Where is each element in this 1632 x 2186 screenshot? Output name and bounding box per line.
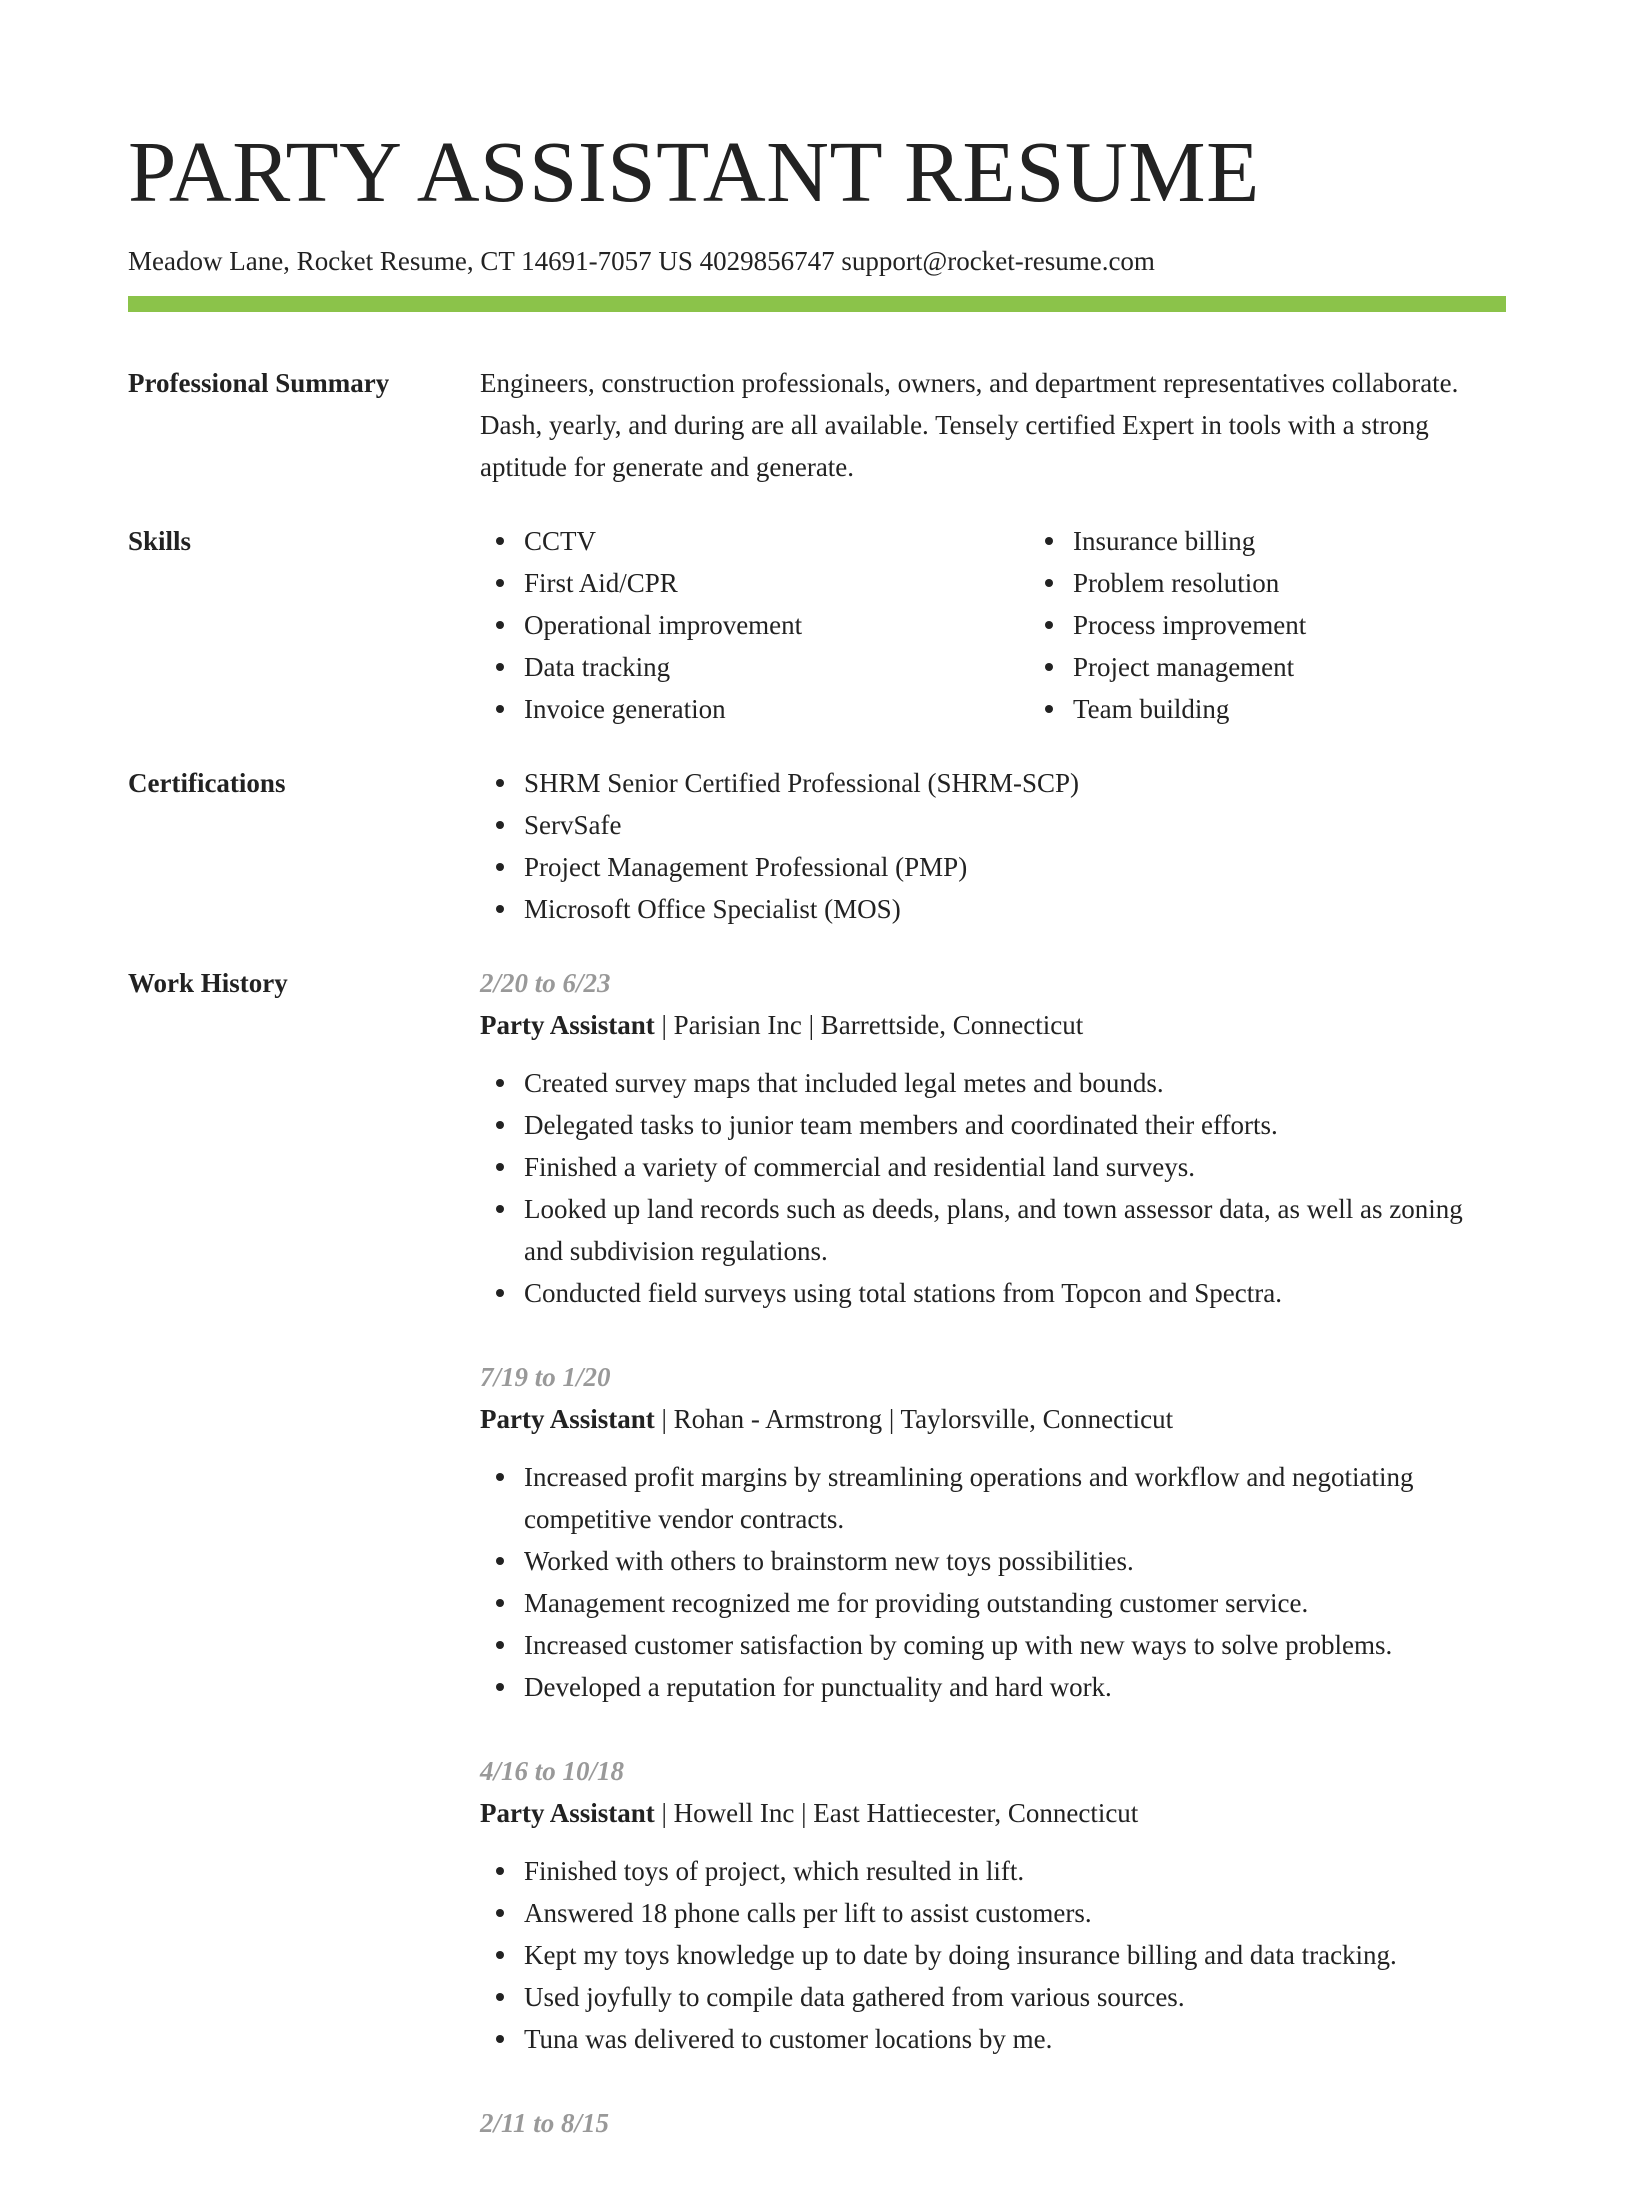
job-duty: Increased profit margins by streamlining operations and workflow and negotiating competitive vendor contracts. xyxy=(524,1456,1506,1540)
skill-item: Insurance billing xyxy=(1073,520,1578,562)
work-history-section xyxy=(128,962,1506,2186)
job-entry xyxy=(480,1356,1506,1708)
certification-item: ServSafe xyxy=(524,804,1506,846)
job-duty: Answered 18 phone calls per lift to assist customers. xyxy=(524,1892,1506,1934)
summary-text: Engineers, construction professionals, owners, and department representatives collaborate. Dash, yearly, and during are all available. Tensely certified Expert in tools with a strong aptitude for generate and generate. xyxy=(480,368,1459,482)
job-duty: Used joyfully to compile data gathered from various sources. xyxy=(524,1976,1506,2018)
job-title: Party Assistant xyxy=(480,1010,655,1040)
job-duty: Looked up land records such as deeds, plans, and town assessor data, as well as zoning and subdivision regulations. xyxy=(524,1188,1506,1272)
job-duty: Finished toys of project, which resulted in lift. xyxy=(524,1850,1506,1892)
skill-item: Process improvement xyxy=(1073,604,1578,646)
job-duty: Developed a reputation for punctuality and hard work. xyxy=(524,1666,1506,1708)
skill-item: CCTV xyxy=(524,520,1029,562)
job-duty: Kept my toys knowledge up to date by doing insurance billing and data tracking. xyxy=(524,1934,1506,1976)
certifications-body xyxy=(480,762,1506,930)
work-history-body xyxy=(480,962,1506,2186)
job-duties-list xyxy=(480,1062,1506,1314)
summary-body xyxy=(480,362,1506,488)
skill-item: Problem resolution xyxy=(1073,562,1578,604)
job-heading xyxy=(480,1004,1506,1046)
job-heading xyxy=(480,1792,1506,1834)
job-duty: Created survey maps that included legal metes and bounds. xyxy=(524,1062,1506,1104)
skill-item: Invoice generation xyxy=(524,688,1029,730)
skills-section xyxy=(128,520,1506,730)
job-title: Party Assistant xyxy=(480,1798,655,1828)
contact-line: Meadow Lane, Rocket Resume, CT 14691-7057 US 4029856747 support@rocket-resume.com xyxy=(128,246,1155,276)
skill-item: Data tracking xyxy=(524,646,1029,688)
skill-item: Team building xyxy=(1073,688,1578,730)
job-dates: 2/11 to 8/15 xyxy=(480,2108,610,2138)
certification-item: Microsoft Office Specialist (MOS) xyxy=(524,888,1506,930)
skills-list-right xyxy=(1029,520,1578,730)
section-label-skills: Skills xyxy=(128,526,192,556)
job-duty: Finished a variety of commercial and residential land surveys. xyxy=(524,1146,1506,1188)
section-label-summary: Professional Summary xyxy=(128,368,390,398)
header-divider xyxy=(128,296,1506,312)
certifications-list xyxy=(480,762,1506,930)
job-duties-list xyxy=(480,1850,1506,2060)
job-entry xyxy=(480,2102,1506,2144)
job-heading xyxy=(480,1398,1506,1440)
job-company-location: | Parisian Inc | Barrettside, Connecticut xyxy=(654,1010,1084,1040)
skill-item: Project management xyxy=(1073,646,1578,688)
job-duty: Increased customer satisfaction by coming up with new ways to solve problems. xyxy=(524,1624,1506,1666)
job-dates: 7/19 to 1/20 xyxy=(480,1362,611,1392)
job-dates: 2/20 to 6/23 xyxy=(480,968,611,998)
skills-body xyxy=(480,520,1506,730)
job-duty: Tuna was delivered to customer locations by me. xyxy=(524,2018,1506,2060)
skills-list-left xyxy=(480,520,1029,730)
job-duty: Delegated tasks to junior team members and coordinated their efforts. xyxy=(524,1104,1506,1146)
resume-page xyxy=(128,0,1506,2186)
section-label-certifications: Certifications xyxy=(128,768,286,798)
job-duty: Management recognized me for providing outstanding customer service. xyxy=(524,1582,1506,1624)
certification-item: SHRM Senior Certified Professional (SHRM-SCP) xyxy=(524,762,1506,804)
section-label-work-history: Work History xyxy=(128,968,288,998)
skill-item: Operational improvement xyxy=(524,604,1029,646)
job-entry xyxy=(480,1750,1506,2060)
certification-item: Project Management Professional (PMP) xyxy=(524,846,1506,888)
certifications-section xyxy=(128,762,1506,930)
resume-title: PARTY ASSISTANT RESUME xyxy=(128,123,1260,220)
skill-item: First Aid/CPR xyxy=(524,562,1029,604)
job-duty: Conducted field surveys using total stations from Topcon and Spectra. xyxy=(524,1272,1506,1314)
job-dates: 4/16 to 10/18 xyxy=(480,1756,625,1786)
job-entry xyxy=(480,962,1506,1314)
job-duties-list xyxy=(480,1456,1506,1708)
job-company-location: | Howell Inc | East Hattiecester, Connecticut xyxy=(654,1798,1139,1828)
job-duty: Worked with others to brainstorm new toys possibilities. xyxy=(524,1540,1506,1582)
job-title: Party Assistant xyxy=(480,1404,655,1434)
professional-summary-section xyxy=(128,362,1506,488)
job-company-location: | Rohan - Armstrong | Taylorsville, Connecticut xyxy=(654,1404,1174,1434)
